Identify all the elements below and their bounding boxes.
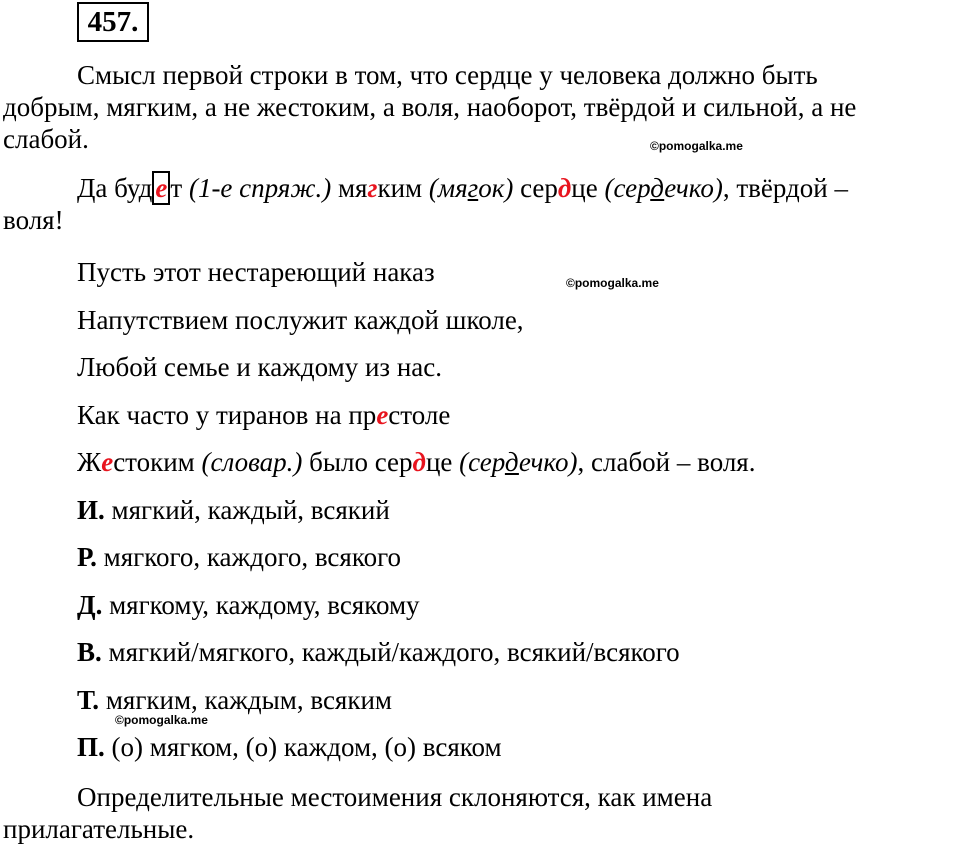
poem-text: было сер bbox=[302, 447, 413, 477]
case-forms: мягкому, каждому, всякому bbox=[102, 590, 420, 620]
analysis-line-1 bbox=[77, 172, 848, 204]
case-forms: мягкий/мягкого, каждый/каждого, всякий/всякого bbox=[101, 637, 680, 667]
case-row bbox=[77, 541, 401, 573]
verb-ending-box: е bbox=[152, 171, 170, 205]
analysis-line-2: воля! bbox=[3, 205, 64, 235]
case-forms: мягким, каждым, всяким bbox=[99, 685, 393, 715]
analysis-text: це bbox=[571, 173, 605, 203]
check-word-part: ечко) bbox=[518, 447, 578, 477]
intro-line-3: слабой. bbox=[3, 124, 89, 154]
dictionary-note: (словар.) bbox=[201, 447, 303, 477]
highlight-letter: е bbox=[376, 400, 389, 430]
conclusion-line-2: прилагательные. bbox=[3, 814, 195, 844]
analysis-text: Да буд bbox=[77, 173, 153, 203]
watermark: ©pomogalka.me bbox=[115, 713, 208, 727]
watermark: ©pomogalka.me bbox=[566, 276, 659, 290]
poem-text: столе bbox=[388, 400, 451, 430]
case-row bbox=[77, 636, 680, 668]
case-label: Р. bbox=[77, 542, 97, 572]
check-word-part: (сер bbox=[604, 173, 651, 203]
case-label: П. bbox=[77, 732, 105, 762]
exercise-number: 457. bbox=[77, 2, 149, 42]
poem-line-5 bbox=[77, 446, 755, 478]
check-word-part: ок) bbox=[478, 173, 514, 203]
analysis-text: сер bbox=[513, 173, 558, 203]
case-row bbox=[77, 589, 420, 621]
check-word-underlined: г bbox=[467, 173, 479, 203]
check-word bbox=[604, 173, 722, 203]
poem-line-1: Пусть этот нестареющий наказ bbox=[77, 257, 435, 287]
case-row bbox=[77, 494, 390, 526]
case-label: И. bbox=[77, 495, 105, 525]
conclusion-line-1: Определительные местоимения склоняются, как имена bbox=[77, 782, 713, 812]
case-row bbox=[77, 684, 392, 716]
highlight-letter: д bbox=[412, 447, 426, 477]
check-word-part: (мя bbox=[428, 173, 468, 203]
poem-text: Как часто у тиранов на пр bbox=[77, 400, 377, 430]
case-label: Д. bbox=[77, 590, 103, 620]
case-label: Т. bbox=[77, 685, 100, 715]
poem-line-2: Напутствием послужит каждой школе, bbox=[77, 305, 524, 335]
analysis-text: мя bbox=[331, 173, 368, 203]
poem-line-4 bbox=[77, 399, 450, 431]
case-forms: (о) мягком, (о) каждом, (о) всяком bbox=[104, 732, 502, 762]
case-label: В. bbox=[77, 637, 102, 667]
poem-line-3: Любой семье и каждому из нас. bbox=[77, 352, 442, 382]
check-word-part: ечко) bbox=[664, 173, 723, 203]
poem-text: Ж bbox=[77, 447, 102, 477]
analysis-text: , твёрдой – bbox=[722, 173, 848, 203]
highlight-letter: д bbox=[557, 173, 572, 203]
poem-text: , слабой – воля. bbox=[577, 447, 756, 477]
highlight-letter: г bbox=[367, 173, 378, 203]
check-word bbox=[459, 447, 577, 477]
analysis-text: т bbox=[170, 173, 183, 203]
analysis-text: ким bbox=[377, 173, 429, 203]
check-word-underlined: д bbox=[650, 173, 665, 203]
conjugation-note: (1-е спряж.) bbox=[182, 173, 332, 203]
check-word-part: (сер bbox=[459, 447, 505, 477]
case-forms: мягкого, каждого, всякого bbox=[96, 542, 401, 572]
check-word bbox=[429, 173, 513, 203]
case-forms: мягкий, каждый, всякий bbox=[104, 495, 390, 525]
highlight-letter: е bbox=[101, 447, 114, 477]
watermark: ©pomogalka.me bbox=[650, 139, 743, 153]
poem-text: стоким bbox=[113, 447, 202, 477]
intro-line-2: добрым, мягким, а не жестоким, а воля, наоборот, твёрдой и сильной, а не bbox=[3, 92, 857, 122]
poem-text: це bbox=[425, 447, 460, 477]
intro-line-1: Смысл первой строки в том, что сердце у человека должно быть bbox=[77, 60, 818, 90]
case-row bbox=[77, 731, 502, 763]
check-word-underlined: д bbox=[504, 447, 519, 477]
